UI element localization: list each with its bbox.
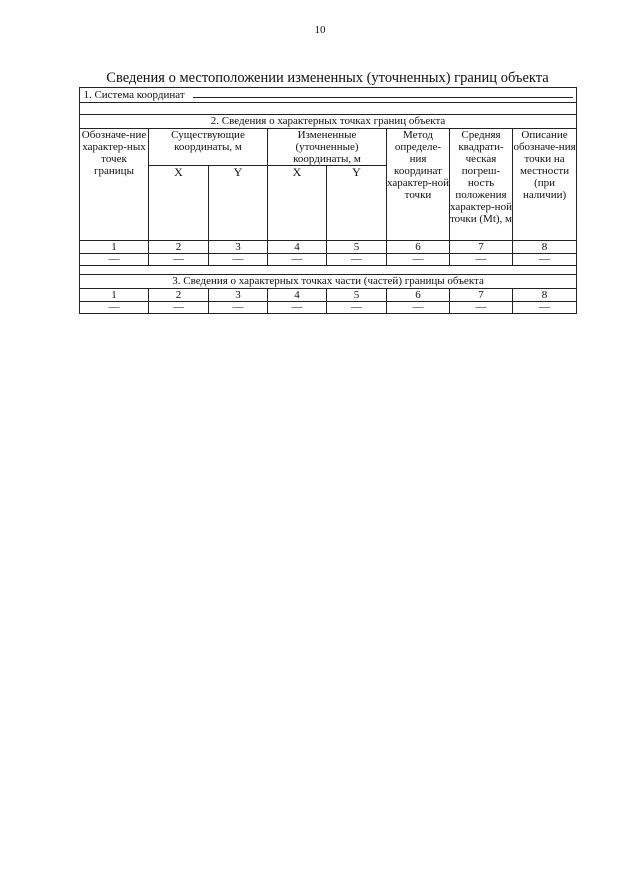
column-number: 6 [387,241,450,254]
document-title: Сведения о местоположении измененных (уточненных) границ объекта [106,70,549,86]
spacer-row [80,103,577,115]
empty-cell: — [209,254,268,266]
coordinate-system-blank-line [193,88,573,98]
spacer-cell [80,266,577,275]
section1-row [80,88,577,103]
empty-data-row [80,302,577,314]
header-existing-y: Y [209,166,268,241]
header-designation: Обозначе-ние характер-ных точек границы [80,129,149,241]
empty-cell: — [268,302,327,314]
header-existing-coordinates: Существующие координаты, м [149,129,268,166]
header-method: Метод определе-ния координат характер-ной точки [387,129,450,241]
coordinate-system-label: 1. Система координат [83,89,185,101]
empty-cell: — [513,302,577,314]
empty-cell: — [149,254,209,266]
column-number: 6 [387,289,450,302]
empty-cell: — [149,302,209,314]
column-number: 3 [209,241,268,254]
spacer-row [80,266,577,275]
column-number: 2 [149,241,209,254]
column-number: 8 [513,289,577,302]
section2-label: 2. Сведения о характерных точках границ объекта [80,115,577,129]
column-number: 7 [450,289,513,302]
empty-cell: — [80,302,149,314]
header-changed-x: X [268,166,327,241]
empty-cell: — [209,302,268,314]
empty-cell: — [513,254,577,266]
column-number-row [80,241,577,254]
spacer-cell [80,103,577,115]
header-changed-y: Y [327,166,387,241]
column-number: 7 [450,241,513,254]
empty-cell: — [80,254,149,266]
empty-cell: — [450,302,513,314]
column-number: 2 [149,289,209,302]
empty-cell: — [327,254,387,266]
empty-cell: — [268,254,327,266]
column-number: 1 [80,241,149,254]
boundary-table [79,87,577,314]
column-number-row [80,289,577,302]
column-number: 5 [327,241,387,254]
empty-cell: — [387,302,450,314]
coordinate-system-cell [80,88,577,103]
empty-cell: — [450,254,513,266]
header-error: Средняя квадрати-ческая погреш-ность положения характер-ной точки (Mt), м [450,129,513,241]
section3-label: 3. Сведения о характерных точках части (частей) границы объекта [80,275,577,289]
section3-row [80,275,577,289]
header-changed-coordinates: Измененные (уточненные) координаты, м [268,129,387,166]
column-number: 3 [209,289,268,302]
column-number: 1 [80,289,149,302]
empty-cell: — [327,302,387,314]
section2-row [80,115,577,129]
column-number: 4 [268,289,327,302]
column-number: 8 [513,241,577,254]
empty-cell: — [387,254,450,266]
empty-data-row [80,254,577,266]
header-row [80,129,577,166]
header-description: Описание обозначе-ния точки на местности (при наличии) [513,129,577,241]
column-number: 4 [268,241,327,254]
column-number: 5 [327,289,387,302]
header-existing-x: X [149,166,209,241]
page-number: 10 [314,24,326,36]
